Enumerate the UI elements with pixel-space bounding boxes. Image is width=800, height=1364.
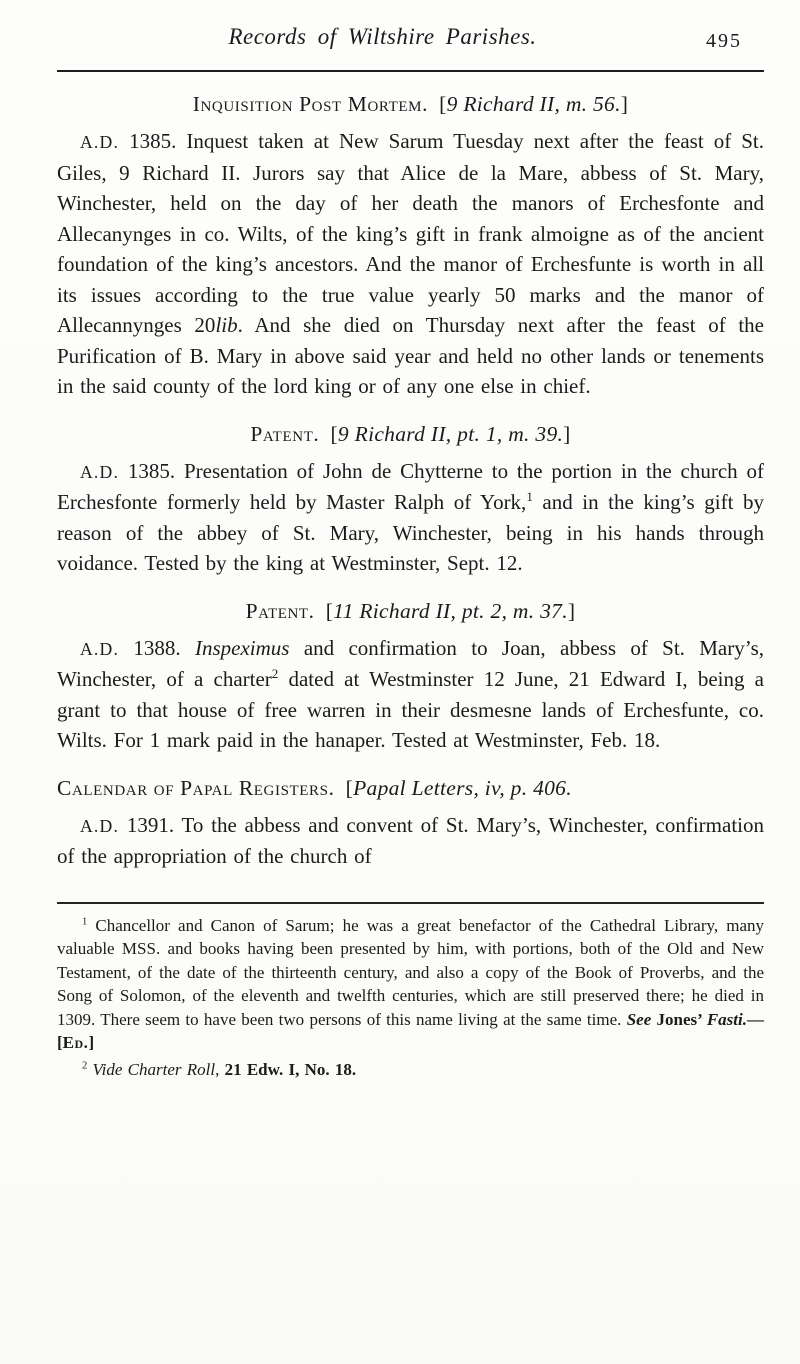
text-segment: Patent. [245, 598, 315, 623]
entry-patent-1388 [57, 599, 764, 756]
entry-inquisition-post-mortem [57, 92, 764, 402]
text-segment: , [215, 1059, 225, 1079]
footnote-marker: 1 [526, 489, 533, 504]
text-segment: lib [215, 313, 238, 337]
text-segment: 9 Richard II, pt. 1, m. 39. [337, 421, 564, 446]
entry-heading [57, 599, 764, 624]
text-segment: Ed. [62, 1033, 89, 1052]
text-segment: Jones’ [651, 1009, 707, 1029]
entry-heading [57, 422, 764, 447]
text-segment: Fasti. [706, 1009, 747, 1029]
text-segment: Vide Charter Roll [92, 1059, 216, 1079]
header-rule [57, 70, 764, 72]
text-segment: 1388. [119, 635, 195, 660]
page-body [57, 92, 764, 872]
entry-paragraph [57, 810, 764, 872]
text-segment: 9 Richard II, m. 56. [446, 92, 621, 116]
text-segment: Inspeximus [195, 635, 290, 660]
page-title: Records of Wiltshire Parishes. [228, 24, 537, 49]
text-segment: and confirmation to Joan, abbess of St. Mary’s, Winchester, of a charter [57, 635, 764, 691]
text-segment: 21 Edw. I, No. 18. [224, 1059, 357, 1079]
text-segment: . And she died on Thursday next after the feast of the Purification of B. Mary in above said year and held no other lands or tenements in the said county of the lord king or of any one else in chief. [57, 313, 765, 398]
page-number: 495 [706, 30, 742, 52]
footnote-2 [57, 1058, 764, 1082]
footnote-marker: 1 [82, 915, 88, 927]
text-segment: Calendar of Papal Registers. [57, 775, 335, 800]
text-segment: 1385. Presentation of John de Chytterne to the portion in the church of Erchesfonte formerly held by Master Ralph of York, [57, 458, 764, 514]
text-segment: A.D. [80, 638, 120, 659]
text-segment: Inquisition Post Mortem. [192, 92, 429, 116]
text-segment: dated at Westminster 12 June, 21 Edward I, being a grant to that house of free warren in their desmesne lands of Erchesfunte, co. Wilts. For 1 mark paid in the hanaper. Tested at Westminster, Feb. 18. [57, 667, 764, 752]
text-segment: ] [567, 598, 576, 623]
footnote-marker: 2 [271, 666, 279, 681]
text-segment: [ [334, 775, 354, 800]
text-segment: [ [428, 92, 447, 116]
entry-calendar-papal-registers [57, 776, 764, 872]
entry-paragraph [57, 126, 764, 402]
entry-patent-1385 [57, 422, 764, 579]
text-segment: A.D. [80, 815, 120, 836]
text-segment: ] [620, 92, 629, 116]
text-segment: See [626, 1009, 652, 1029]
text-segment: and in the king’s gift by reason of the abbey of St. Mary, Winchester, being in his hands through voidance. Tested by the king at Westminster, Sept. 12. [57, 490, 764, 575]
footnote-marker: 2 [82, 1059, 88, 1071]
text-segment: 1391. To the abbess and convent of St. Mary’s, Winchester, confirmation of the appropriation of the church of [57, 812, 764, 868]
running-head [57, 24, 764, 58]
text-segment: 11 Richard II, pt. 2, m. 37. [333, 598, 568, 623]
entry-paragraph [57, 456, 764, 579]
entry-paragraph [57, 633, 764, 756]
entry-heading [57, 92, 764, 117]
text-segment: A.D. [80, 461, 120, 482]
text-segment: ] [563, 421, 571, 446]
entry-heading [57, 776, 764, 801]
text-segment: [ [314, 598, 334, 623]
footnotes [57, 904, 764, 1082]
text-segment: —[ [57, 1009, 764, 1052]
text-segment: Papal Letters, iv, p. 406. [353, 775, 572, 800]
text-segment: Chancellor and Canon of Sarum; he was a great benefactor of the Cathedral Library, many valuable MSS. and books having been presented by him, with portions, both of the Old and New Testament, of the date of the thirteenth century, and also a copy of the Book of Proverbs, and the Song of Solomon, of the eleventh and twelfth centuries, which are still preserved there; he died in 1309. There seem to have been two persons of this name living at the same time. [57, 915, 764, 1029]
footnote-1 [57, 914, 764, 1055]
text-segment: A.D. [80, 132, 120, 152]
text-segment: 1385. Inquest taken at New Sarum Tuesday next after the feast of St. Giles, 9 Richard II. Jurors say that Alice de la Mare, abbess of St. Mary, Winchester, held on the day of her death the manors of Erchesfonte and Allecanynges in co. Wilts, of the king’s gift in frank almoigne as of the ancient foundation of the king’s ancestors. And the manor of Erchesfunte is worth in all its issues according to the true value yearly 50 marks and the manor of Allecannynges 20 [57, 129, 764, 337]
text-segment: [ [319, 421, 338, 446]
text-segment: Patent. [250, 421, 320, 446]
text-segment: ] [88, 1033, 95, 1052]
